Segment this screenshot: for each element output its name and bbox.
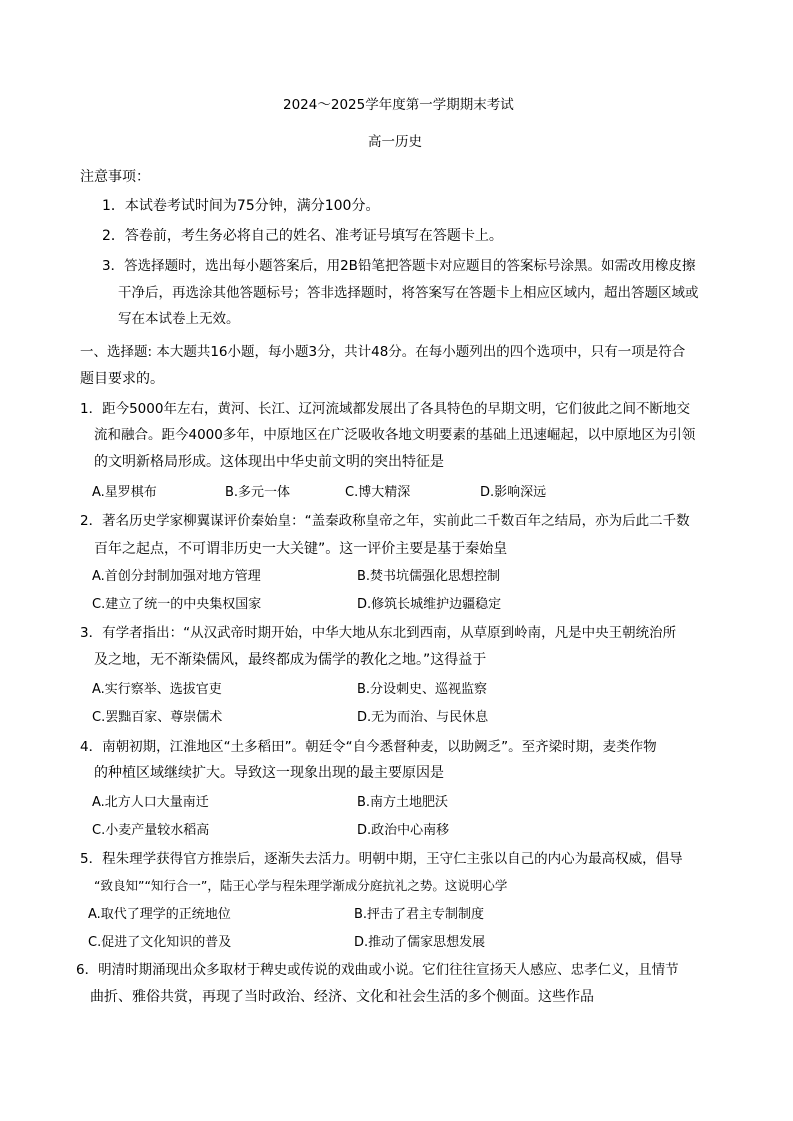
q1-option-b[interactable]: B.多元一体	[225, 485, 291, 500]
q4-option-c[interactable]: C.小麦产量较水稻高	[92, 823, 210, 838]
q1-option-c[interactable]: C.博大精深	[345, 485, 411, 500]
q2-option-d[interactable]: D.修筑长城维护边疆稳定	[357, 597, 502, 612]
q5-option-a[interactable]: A.取代了理学的正统地位	[88, 907, 231, 922]
question-1: 1．距今5000年左右，黄河、长江、辽河流域都发展出了各具特色的早期文明，它们彼此之间不断地交	[80, 401, 690, 417]
question-4: 4．南朝初期，江淮地区“土多稻田”。朝廷令“自今悉督种麦，以助阙乏”。至齐梁时期，麦类作物	[80, 739, 657, 755]
q4-option-d[interactable]: D.政治中心南移	[357, 823, 450, 838]
q4-option-b[interactable]: B.南方土地肥沃	[357, 795, 449, 810]
q4-option-a[interactable]: A.北方人口大量南迁	[92, 795, 209, 810]
notice-item-3: 3．答选择题时，选出每小题答案后，用2B铅笔把答题卡对应题目的答案标号涂黑。如需改用橡皮擦	[102, 258, 696, 274]
question-2: 2．著名历史学家柳翼谋评价秦始皇：“盖秦政称皇帝之年，实前此二千数百年之结局，亦为后此二千数	[80, 513, 690, 529]
q3-option-d[interactable]: D.无为而治、与民休息	[357, 710, 489, 725]
notice-item-1: 1．本试卷考试时间为75分钟，满分100分。	[102, 198, 380, 214]
question-1-line-2: 流和融合。距今4000多年，中原地区在广泛吸收各地文明要素的基础上迅速崛起，以中原地区为引领	[94, 427, 696, 443]
q2-option-b[interactable]: B.焚书坑儒强化思想控制	[357, 569, 501, 584]
question-4-line-2: 的种植区域继续扩大。导致这一现象出现的最主要原因是	[94, 765, 444, 781]
exam-subject: 高一历史	[368, 134, 422, 150]
q2-option-c[interactable]: C.建立了统一的中央集权国家	[92, 597, 262, 612]
q2-option-a[interactable]: A.首创分封制加强对地方管理	[92, 569, 261, 584]
section-heading: 一、选择题: 本大题共16小题，每小题3分，共计48分。在每小题列出的四个选项中，只有一项是符合	[80, 344, 686, 360]
question-6: 6．明清时期涌现出众多取材于稗史或传说的戏曲或小说。它们往往宣扬天人感应、忠孝仁义，且情节	[76, 962, 679, 978]
q3-option-c[interactable]: C.罢黜百家、尊崇儒术	[92, 710, 223, 725]
q3-option-a[interactable]: A.实行察举、选拔官吏	[92, 682, 222, 697]
q1-option-a[interactable]: A.星罗棋布	[92, 485, 157, 500]
notice-heading: 注意事项：	[80, 169, 150, 185]
question-3-line-2: 及之地，无不渐染儒风，最终都成为儒学的教化之地。”这得益于	[94, 652, 487, 668]
question-3: 3．有学者指出：“从汉武帝时期开始，中华大地从东北到西南，从草原到岭南，凡是中央王朝统治所	[80, 625, 677, 641]
notice-item-3-line-3: 写在本试卷上无效。	[118, 311, 240, 327]
notice-item-2: 2．答卷前，考生务必将自己的姓名、准考证号填写在答题卡上。	[102, 228, 503, 244]
question-2-line-2: 百年之起点，不可谓非历史一大关键”。这一评价主要是基于秦始皇	[94, 541, 508, 557]
q1-option-d[interactable]: D.影响深远	[480, 485, 547, 500]
question-6-line-2: 曲折、雅俗共赏，再现了当时政治、经济、文化和社会生活的多个侧面。这些作品	[90, 989, 594, 1005]
q5-option-b[interactable]: B.抨击了君主专制制度	[354, 907, 485, 922]
q5-option-c[interactable]: C.促进了文化知识的普及	[88, 935, 232, 950]
q5-option-d[interactable]: D.推动了儒家思想发展	[354, 935, 486, 950]
exam-title: 2024～2025学年度第一学期期末考试	[283, 97, 514, 113]
notice-item-3-line-2: 干净后，再选涂其他答题标号；答非选择题时，将答案写在答题卡上相应区域内，超出答题区域或	[118, 285, 699, 301]
question-1-line-3: 的文明新格局形成。这体现出中华史前文明的突出特征是	[94, 454, 444, 470]
q3-option-b[interactable]: B.分设刺史、巡视监察	[357, 682, 488, 697]
question-5-line-2: “致良知”“知行合一”，陆王心学与程朱理学渐成分庭抗礼之势。这说明心学	[94, 878, 508, 893]
question-5: 5．程朱理学获得官方推崇后，逐渐失去活力。明朝中期，王守仁主张以自己的内心为最高权威，倡导	[80, 851, 683, 867]
section-heading-line-2: 题目要求的。	[80, 371, 164, 387]
